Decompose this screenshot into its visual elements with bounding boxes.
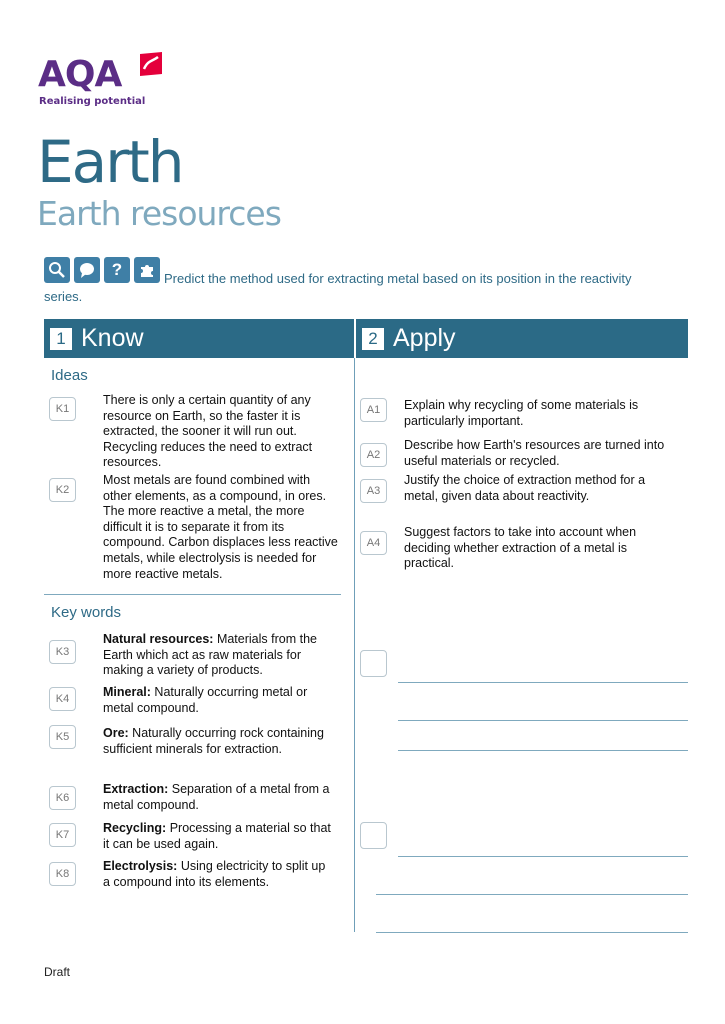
- keyword-definition: Separation of a metal from a metal compound.: [103, 782, 330, 812]
- apply-header: [356, 319, 688, 358]
- logo-mark-icon: [136, 52, 164, 78]
- code-badge: A2: [360, 443, 387, 467]
- keyword-definition: Naturally occurring metal or metal compound.: [103, 685, 308, 715]
- learning-objective: Predict the method used for extracting metal based on its position in the reactivity series.: [44, 271, 632, 304]
- answer-checkbox[interactable]: [360, 822, 387, 849]
- keyword-term: Natural resources:: [103, 632, 214, 646]
- code-badge: A3: [360, 479, 387, 503]
- keyword-term: Electrolysis:: [103, 859, 178, 873]
- writing-line[interactable]: [398, 720, 688, 721]
- apply-label: Apply: [393, 324, 456, 352]
- apply-text: Describe how Earth's resources are turned into useful materials or recycled.: [404, 438, 665, 468]
- keyword-item: [103, 726, 335, 757]
- question-icon: ?: [104, 257, 130, 283]
- know-number: 1: [50, 328, 72, 350]
- know-label: Know: [81, 324, 144, 352]
- aqa-logo: [38, 50, 168, 110]
- speech-bubble-icon: [74, 257, 100, 283]
- keywords-title: Key words: [51, 604, 122, 621]
- apply-number: 2: [362, 328, 384, 350]
- search-icon: [44, 257, 70, 283]
- section-rule: [44, 594, 341, 595]
- keyword-definition: Using electricity to split up a compound into its elements.: [103, 859, 326, 889]
- code-badge: A4: [360, 531, 387, 555]
- code-badge: K7: [49, 823, 76, 847]
- keyword-item: [103, 685, 335, 716]
- keyword-term: Mineral:: [103, 685, 151, 699]
- apply-text: Suggest factors to take into account when deciding whether extraction of a metal is practical.: [404, 525, 637, 571]
- apply-text: Justify the choice of extraction method for a metal, given data about reactivity.: [404, 473, 646, 503]
- keyword-definition: Naturally occurring rock containing sufficient minerals for extraction.: [103, 726, 324, 756]
- writing-line[interactable]: [398, 856, 688, 857]
- keyword-term: Extraction:: [103, 782, 169, 796]
- footer-draft: Draft: [44, 965, 71, 979]
- code-badge: K8: [49, 862, 76, 886]
- ideas-title: Ideas: [51, 367, 88, 384]
- page-subtitle: Earth resources: [37, 194, 281, 233]
- code-badge: K2: [49, 478, 76, 502]
- code-badge: K5: [49, 725, 76, 749]
- writing-line[interactable]: [398, 682, 688, 683]
- know-header: [44, 319, 354, 358]
- keyword-item: [103, 632, 338, 679]
- code-badge: K4: [49, 687, 76, 711]
- writing-line[interactable]: [376, 894, 688, 895]
- idea-text: There is only a certain quantity of any resource on Earth, so the faster it is extracted, the sooner it will run out. Recycling reduces the need to extract resources.: [103, 393, 313, 470]
- code-badge: K6: [49, 786, 76, 810]
- idea-text: Most metals are found combined with other elements, as a compound, in ores. The more reactive a metal, the more difficult it is to separate it from its compound. Carbon displaces less reactive metals, while electrolysis is needed for more reactive metals.: [103, 473, 338, 581]
- keyword-item: [103, 782, 335, 813]
- logo-wordmark: AQA: [38, 54, 122, 95]
- keyword-term: Ore:: [103, 726, 129, 740]
- page-title: Earth: [37, 128, 183, 196]
- logo-tagline: Realising potential: [39, 96, 146, 107]
- writing-line[interactable]: [376, 932, 688, 933]
- keyword-item: [103, 859, 335, 890]
- apply-text: Explain why recycling of some materials is particularly important.: [404, 398, 639, 428]
- keyword-item: [103, 821, 335, 852]
- writing-line[interactable]: [398, 750, 688, 751]
- code-badge: A1: [360, 398, 387, 422]
- skill-icons: [44, 257, 160, 283]
- keyword-definition: Materials from the Earth which act as raw materials for making a variety of products.: [103, 632, 317, 678]
- code-badge: K1: [49, 397, 76, 421]
- keyword-term: Recycling:: [103, 821, 167, 835]
- puzzle-icon: [134, 257, 160, 283]
- keyword-definition: Processing a material so that it can be used again.: [103, 821, 331, 851]
- code-badge: K3: [49, 640, 76, 664]
- column-divider: [354, 358, 355, 932]
- answer-checkbox[interactable]: [360, 650, 387, 677]
